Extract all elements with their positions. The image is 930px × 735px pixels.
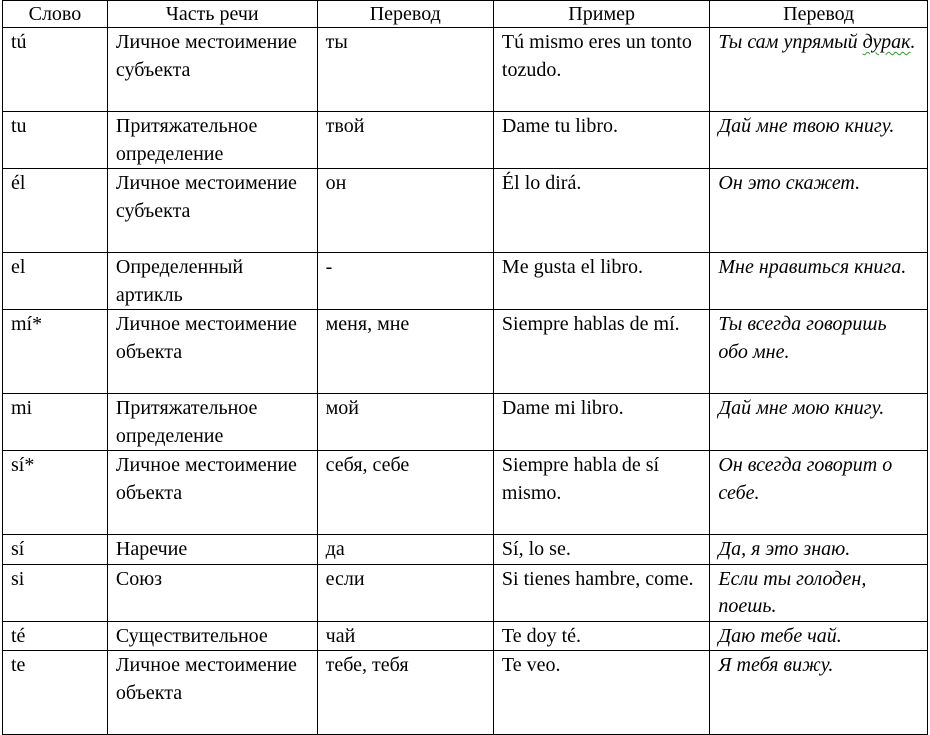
table-row [3,28,928,112]
table-row [3,535,928,565]
cell-example-translation: Мне нравиться книга. [710,253,928,310]
spellcheck-underlined-word: дурак [862,31,911,53]
cell-word: té [3,621,108,651]
cell-example-translation [710,28,928,112]
cell-example-translation: Да, я это знаю. [710,535,928,565]
cell-example: Me gusta el libro. [493,253,709,310]
cell-example-translation: Дай мне твою книгу. [710,112,928,169]
cell-part-of-speech: Личное местоимение субъекта [107,169,317,253]
cell-example: Él lo dirá. [493,169,709,253]
cell-example: Te doy té. [493,621,709,651]
cell-example-translation: Он это скажет. [710,169,928,253]
cell-word: si [3,564,108,621]
cell-word: tú [3,28,108,112]
cell-part-of-speech: Личное местоимение объекта [107,310,317,394]
cell-translation: он [317,169,493,253]
cell-example: Te veo. [493,651,709,735]
example-translation-period: . [910,31,916,53]
table-row [3,310,928,394]
cell-example: Si tienes hambre, come. [493,564,709,621]
cell-translation: ты [317,28,493,112]
cell-example: Siempre habla de sí mismo. [493,451,709,535]
cell-word: sí* [3,451,108,535]
cell-word: sí [3,535,108,565]
cell-translation: тебе, тебя [317,651,493,735]
cell-word: el [3,253,108,310]
cell-word: tu [3,112,108,169]
header-example: Пример [493,1,709,28]
cell-part-of-speech: Личное местоимение объекта [107,651,317,735]
cell-example: Dame tu libro. [493,112,709,169]
header-word: Слово [3,1,108,28]
cell-example: Tú mismo eres un tonto tozudo. [493,28,709,112]
cell-part-of-speech: Притяжательное определение [107,112,317,169]
cell-translation: если [317,564,493,621]
cell-example: Sí, lo se. [493,535,709,565]
table-row [3,169,928,253]
cell-part-of-speech: Притяжательное определение [107,394,317,451]
table-row [3,394,928,451]
cell-example: Dame mi libro. [493,394,709,451]
cell-translation: меня, мне [317,310,493,394]
header-translation: Перевод [317,1,493,28]
cell-word: él [3,169,108,253]
cell-part-of-speech: Личное местоимение субъекта [107,28,317,112]
cell-word: mí* [3,310,108,394]
cell-translation: да [317,535,493,565]
table-row [3,564,928,621]
cell-translation: чай [317,621,493,651]
table-row [3,253,928,310]
table-row [3,621,928,651]
cell-part-of-speech: Союз [107,564,317,621]
cell-translation: себя, себе [317,451,493,535]
cell-part-of-speech: Личное местоимение объекта [107,451,317,535]
cell-word: te [3,651,108,735]
cell-example-translation: Дай мне мою книгу. [710,394,928,451]
cell-translation: твой [317,112,493,169]
vocabulary-table [2,0,928,735]
header-row [3,1,928,28]
cell-example-translation: Ты всегда говоришь обо мне. [710,310,928,394]
cell-example-translation: Он всегда говорит о себе. [710,451,928,535]
cell-example-translation: Я тебя вижу. [710,651,928,735]
cell-example-translation: Даю тебе чай. [710,621,928,651]
cell-translation: - [317,253,493,310]
table-row [3,451,928,535]
cell-part-of-speech: Наречие [107,535,317,565]
cell-example-translation: Если ты голоден, поешь. [710,564,928,621]
table-row [3,651,928,735]
cell-part-of-speech: Определенный артикль [107,253,317,310]
cell-word: mi [3,394,108,451]
cell-part-of-speech: Существительное [107,621,317,651]
header-part-of-speech: Часть речи [107,1,317,28]
cell-example: Siempre hablas de mí. [493,310,709,394]
cell-translation: мой [317,394,493,451]
table-row [3,112,928,169]
header-example-translation: Перевод [710,1,928,28]
example-translation-text: Ты сам упрямый [718,31,863,53]
